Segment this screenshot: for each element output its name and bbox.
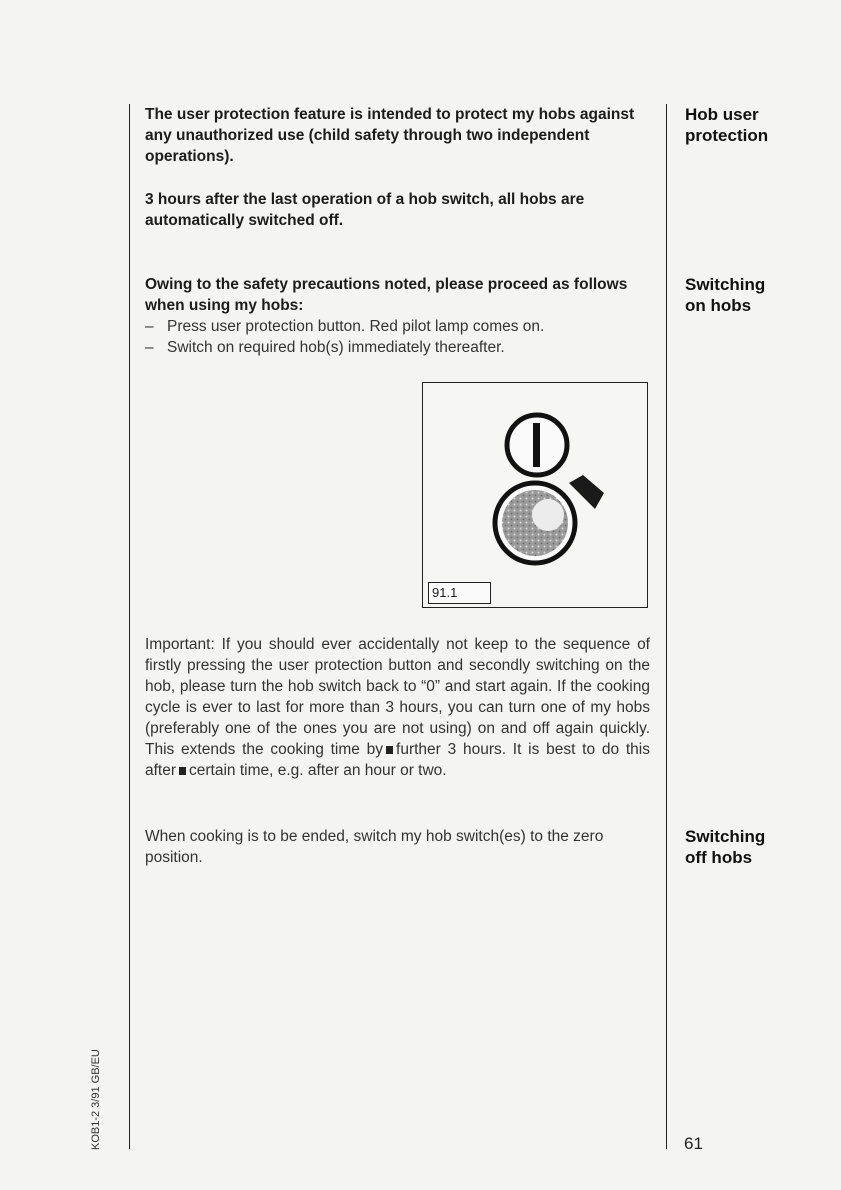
step-item: – Switch on required hob(s) immediately thereafter. — [145, 337, 650, 358]
heading-line: off hobs — [685, 848, 753, 867]
press-arrow-icon — [569, 475, 604, 509]
heading-line: Switching — [685, 275, 766, 294]
important-text-part: Important: If you should ever accidentally not keep to the sequence of firstly pressing the user protection button and secondly switching on the hob, please turn the hob switch back to “0” and start again. If the cooking cycle is ever to last for more than 3 hours, you can turn one of my hobs (preferably one of the ones you are not using) on and off again quickly. This extends the cooking time by — [145, 636, 650, 758]
heading-line: Switching — [685, 827, 766, 846]
document-code: KOB1-2 3/91 GB/EU — [90, 1049, 102, 1150]
on-symbol-icon — [507, 415, 567, 475]
switching-on-steps — [145, 316, 650, 358]
user-protection-button-illustration — [423, 383, 646, 606]
pilot-lamp-button-icon — [495, 483, 575, 563]
important-text-part: further 3 hours. It is best to do this after — [145, 741, 650, 779]
heading-line: Hob user — [685, 105, 759, 124]
heading-hob-user-protection — [685, 104, 815, 146]
figure-user-protection-button — [422, 382, 648, 608]
heading-line: protection — [685, 126, 769, 145]
heading-line: on hobs — [685, 296, 752, 315]
print-mark-icon — [179, 767, 186, 775]
important-note — [145, 634, 650, 781]
heading-switching-on-hobs — [685, 274, 815, 316]
important-text-part: certain time, e.g. after an hour or two. — [189, 762, 447, 779]
protection-paragraph-2: 3 hours after the last operation of a hob switch, all hobs are automatically switched off. — [145, 191, 585, 229]
left-margin-rule — [129, 104, 130, 1149]
protection-paragraph-1: The user protection feature is intended to protect my hobs against any unauthorized use (child safety through two independent operations). — [145, 106, 635, 165]
print-mark-icon — [386, 746, 393, 754]
switching-on-intro: Owing to the safety precautions noted, please proceed as follows when using my hobs: — [145, 276, 628, 314]
step-item: – Press user protection button. Red pilot lamp comes on. — [145, 316, 650, 337]
heading-switching-off-hobs — [685, 826, 815, 868]
right-column-rule — [666, 104, 667, 1149]
switching-off-text: When cooking is to be ended, switch my hob switch(es) to the zero position. — [145, 828, 604, 866]
figure-label: 91.1 — [428, 582, 491, 604]
page-number: 61 — [684, 1134, 703, 1153]
